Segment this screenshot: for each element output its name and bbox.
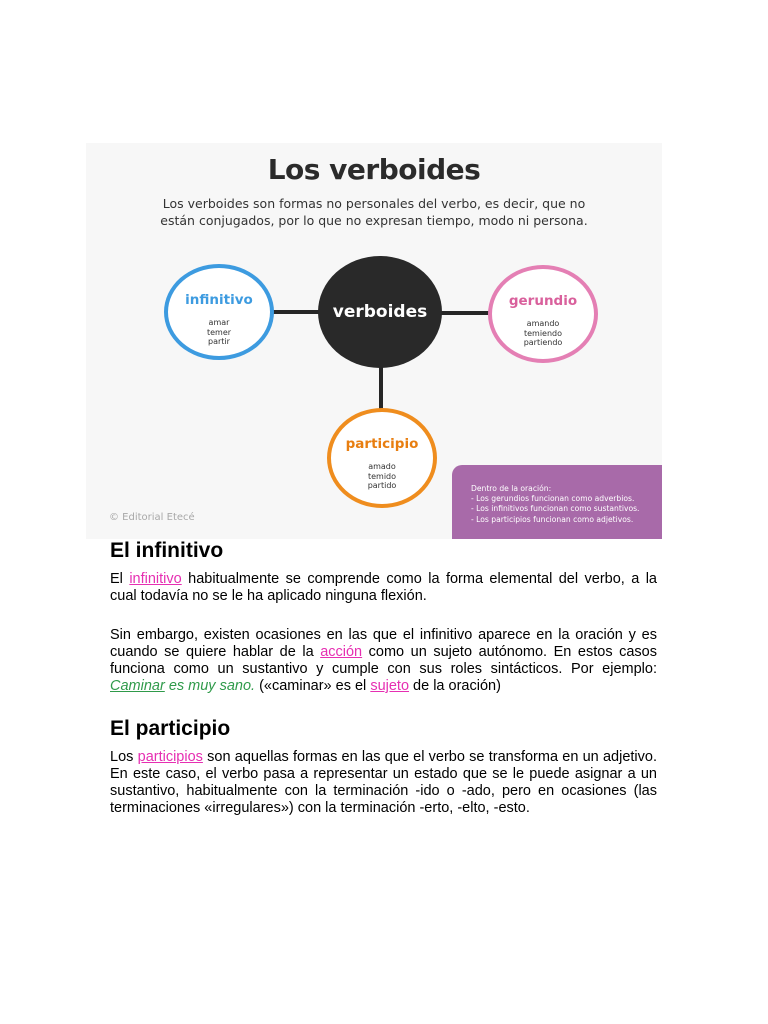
participio-example: partido	[367, 481, 397, 490]
gerundio-example: partiendo	[523, 338, 563, 347]
connector-down	[379, 366, 383, 411]
infinitivo-example: partir	[208, 337, 230, 346]
gerundio-example: amando	[526, 319, 560, 328]
center-label: verboides	[332, 302, 428, 322]
gerundio-circle	[488, 265, 598, 363]
connector-left	[272, 310, 322, 314]
infinitivo-circle	[164, 264, 274, 360]
link-participios[interactable]: participios	[137, 749, 203, 765]
infinitivo-title: infinitivo	[185, 292, 253, 308]
example-rest: es muy sano.	[164, 678, 256, 694]
gerundio-example: temiendo	[523, 328, 563, 338]
note-line: - Los participios funcionan como adjetivos.	[471, 514, 634, 524]
text-run: Sin embargo, existen ocasiones en las que el infinitivo aparece en la oración y es cuando se quiere hablar de la	[110, 627, 657, 660]
gerundio-title: gerundio	[508, 293, 578, 309]
note-title: Dentro de la oración:	[471, 484, 552, 493]
heading-infinitivo: El infinitivo	[110, 539, 224, 562]
paragraph-participio-definition	[110, 749, 657, 817]
verboides-center-circle	[318, 256, 442, 368]
participio-example: temido	[367, 471, 397, 481]
copyright-text: © Editorial Etecé	[109, 512, 195, 523]
example-sentence	[110, 678, 255, 694]
paragraph-infinitivo-definition	[110, 571, 657, 605]
text-run: como un sujeto autónomo. En estos casos funciona como un sustantivo y cumple con sus roles sintácticos. Por ejemplo:	[110, 644, 657, 677]
note-line: - Los infinitivos funcionan como sustantivos.	[471, 504, 640, 514]
link-sujeto[interactable]: sujeto	[370, 678, 410, 694]
verboides-infographic	[86, 143, 662, 539]
example-word: Caminar	[110, 678, 165, 694]
link-accion[interactable]: acción	[320, 644, 363, 660]
text-run: Los	[110, 749, 138, 765]
text-run: habitualmente se comprende como la forma elemental del verbo, a la cual todavía no se le ha aplicado ninguna flexión.	[110, 571, 657, 604]
text-run: son aquellas formas en las que el verbo se transforma en un adjetivo. En este caso, el verbo pasa a representar un estado que se le puede asignar a un sustantivo, habitualmente con la terminación -ido o -ado, pero en ocasiones (las terminaciones «irregulares») con la terminación -erto, -elto, -esto.	[110, 749, 657, 816]
heading-participio: El participio	[110, 717, 231, 740]
participio-examples	[331, 462, 433, 491]
note-box	[452, 465, 662, 539]
text-run: El	[110, 571, 130, 587]
text-run: de la oración)	[409, 678, 501, 694]
participio-circle	[327, 408, 437, 508]
infographic-title: Los verboides	[267, 153, 481, 186]
text-run: («caminar» es el	[255, 678, 371, 694]
link-infinitivo[interactable]: infinitivo	[129, 571, 182, 587]
note-line: - Los gerundios funcionan como adverbios.	[471, 494, 635, 504]
paragraph-infinitivo-usage	[110, 627, 657, 695]
infographic-description: Los verboides son formas no personales del verbo, es decir, que no están conjugados, por lo que no expresan tiempo, modo ni persona.	[160, 196, 588, 228]
infinitivo-example: amar	[208, 318, 230, 327]
participio-title: participio	[345, 436, 419, 452]
infinitivo-example: temer	[206, 327, 232, 337]
participio-example: amado	[368, 462, 396, 471]
infinitivo-examples	[168, 318, 270, 347]
connector-right	[440, 311, 490, 315]
gerundio-examples	[492, 319, 594, 348]
